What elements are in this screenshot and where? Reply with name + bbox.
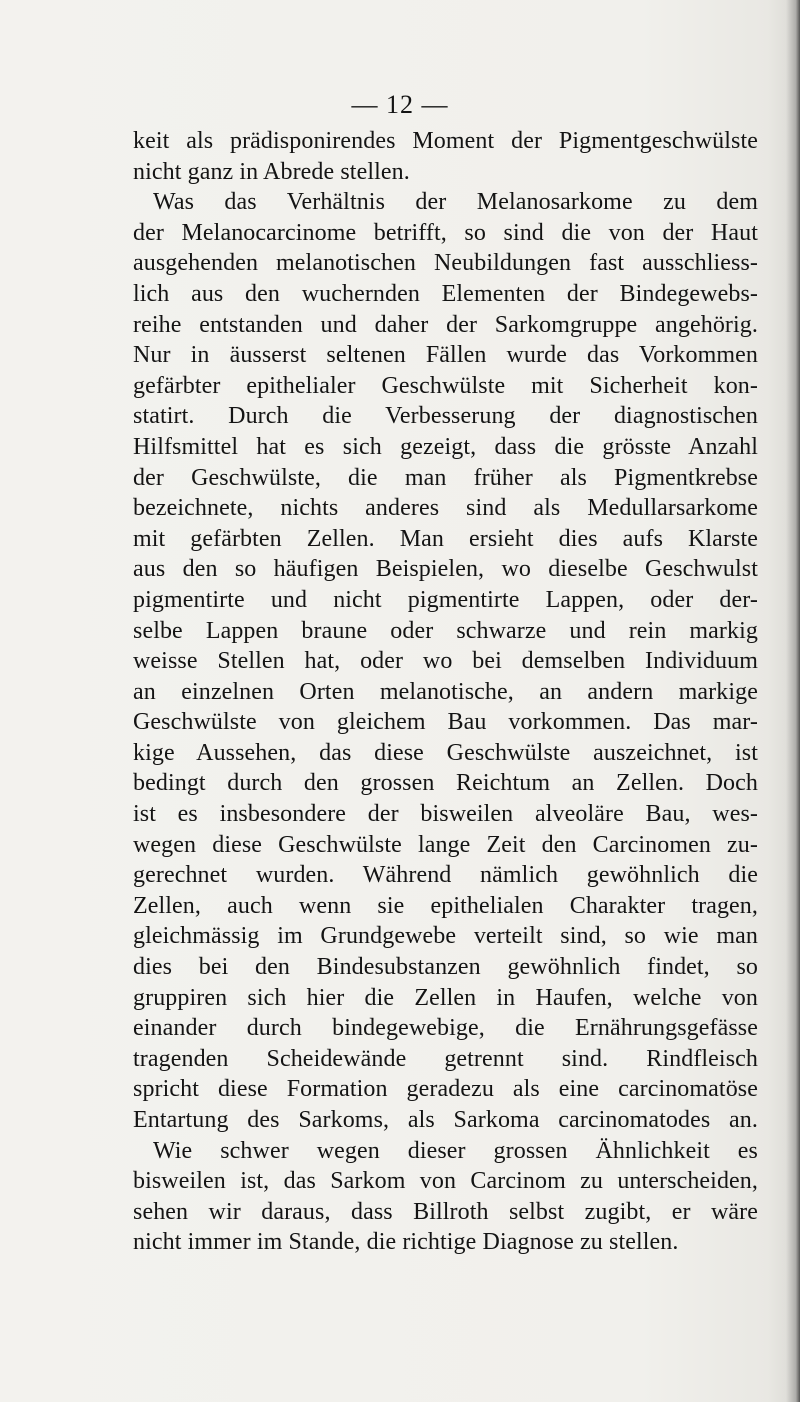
- page-edge-shadow: [786, 0, 800, 1402]
- text-line: nicht ganz in Abrede stellen.: [133, 158, 410, 185]
- text-line: dies bei den Bindesubstanzen gewöhnlich findet, so: [133, 954, 758, 981]
- text-line: Nur in äusserst seltenen Fällen wurde das Vorkommen: [133, 342, 758, 369]
- text-line: Hilfsmittel hat es sich gezeigt, dass die grösste Anzahl: [133, 433, 758, 460]
- text-line: nicht immer im Stande, die richtige Diagnose zu stellen.: [133, 1229, 679, 1256]
- text-line: bedingt durch den grossen Reichtum an Zellen. Doch: [133, 770, 758, 797]
- text-line: aus den so häufigen Beispielen, wo dieselbe Geschwulst: [133, 556, 758, 583]
- text-line: einander durch bindegewebige, die Ernährungsgefässe: [133, 1015, 758, 1042]
- text-line: reihe entstanden und daher der Sarkomgruppe angehörig.: [133, 311, 758, 338]
- text-line: Entartung des Sarkoms, als Sarkoma carcinomatodes an.: [133, 1107, 758, 1133]
- text-line: bisweilen ist, das Sarkom von Carcinom zu unterscheiden,: [133, 1168, 758, 1195]
- text-line: weisse Stellen hat, oder wo bei demselben Individuum: [133, 648, 758, 675]
- text-line: Zellen, auch wenn sie epithelialen Charakter tragen,: [133, 892, 758, 919]
- text-line: gefärbter epithelialer Geschwülste mit Sicherheit kon-: [133, 372, 758, 399]
- text-line: Wie schwer wegen dieser grossen Ähnlichkeit es: [153, 1137, 758, 1164]
- text-line: ist es insbesondere der bisweilen alveoläre Bau, wes-: [133, 801, 758, 828]
- text-line: gerechnet wurden. Während nämlich gewöhnlich die: [133, 862, 758, 889]
- text-line: gleichmässig im Grundgewebe verteilt sind, so wie man: [133, 923, 758, 950]
- text-line: wegen diese Geschwülste lange Zeit den Carcinomen zu-: [133, 831, 758, 858]
- text-line: tragenden Scheidewände getrennt sind. Rindfleisch: [133, 1045, 758, 1072]
- text-line: bezeichnete, nichts anderes sind als Medullarsarkome: [133, 495, 758, 522]
- text-line: selbe Lappen braune oder schwarze und rein markig: [133, 617, 758, 644]
- text-line: pigmentirte und nicht pigmentirte Lappen, oder der-: [133, 586, 758, 613]
- text-line: spricht diese Formation geradezu als eine carcinomatöse: [133, 1076, 758, 1103]
- text-line: sehen wir daraus, dass Billroth selbst zugibt, er wäre: [133, 1198, 758, 1225]
- text-line: der Geschwülste, die man früher als Pigmentkrebse: [133, 464, 758, 491]
- page-number: — 12 —: [351, 90, 449, 119]
- text-line: Geschwülste von gleichem Bau vorkommen. Das mar-: [133, 709, 758, 736]
- text-line: der Melanocarcinome betrifft, so sind die von der Haut: [133, 219, 758, 246]
- text-line: lich aus den wuchernden Elementen der Bindegewebs-: [133, 280, 758, 307]
- text-line: Was das Verhältnis der Melanosarkome zu dem: [153, 189, 758, 216]
- text-line: kige Aussehen, das diese Geschwülste auszeichnet, ist: [133, 739, 758, 766]
- body-text: [133, 126, 758, 1258]
- text-line: statirt. Durch die Verbesserung der diagnostischen: [133, 403, 758, 430]
- text-line: keit als prädisponirendes Moment der Pigmentgeschwülste: [133, 128, 758, 154]
- text-line: ausgehenden melanotischen Neubildungen fast ausschliess-: [133, 250, 758, 277]
- text-line: an einzelnen Orten melanotische, an andern markige: [133, 678, 758, 705]
- text-line: gruppiren sich hier die Zellen in Haufen, welche von: [133, 984, 758, 1011]
- text-line: mit gefärbten Zellen. Man ersieht dies aufs Klarste: [133, 525, 758, 552]
